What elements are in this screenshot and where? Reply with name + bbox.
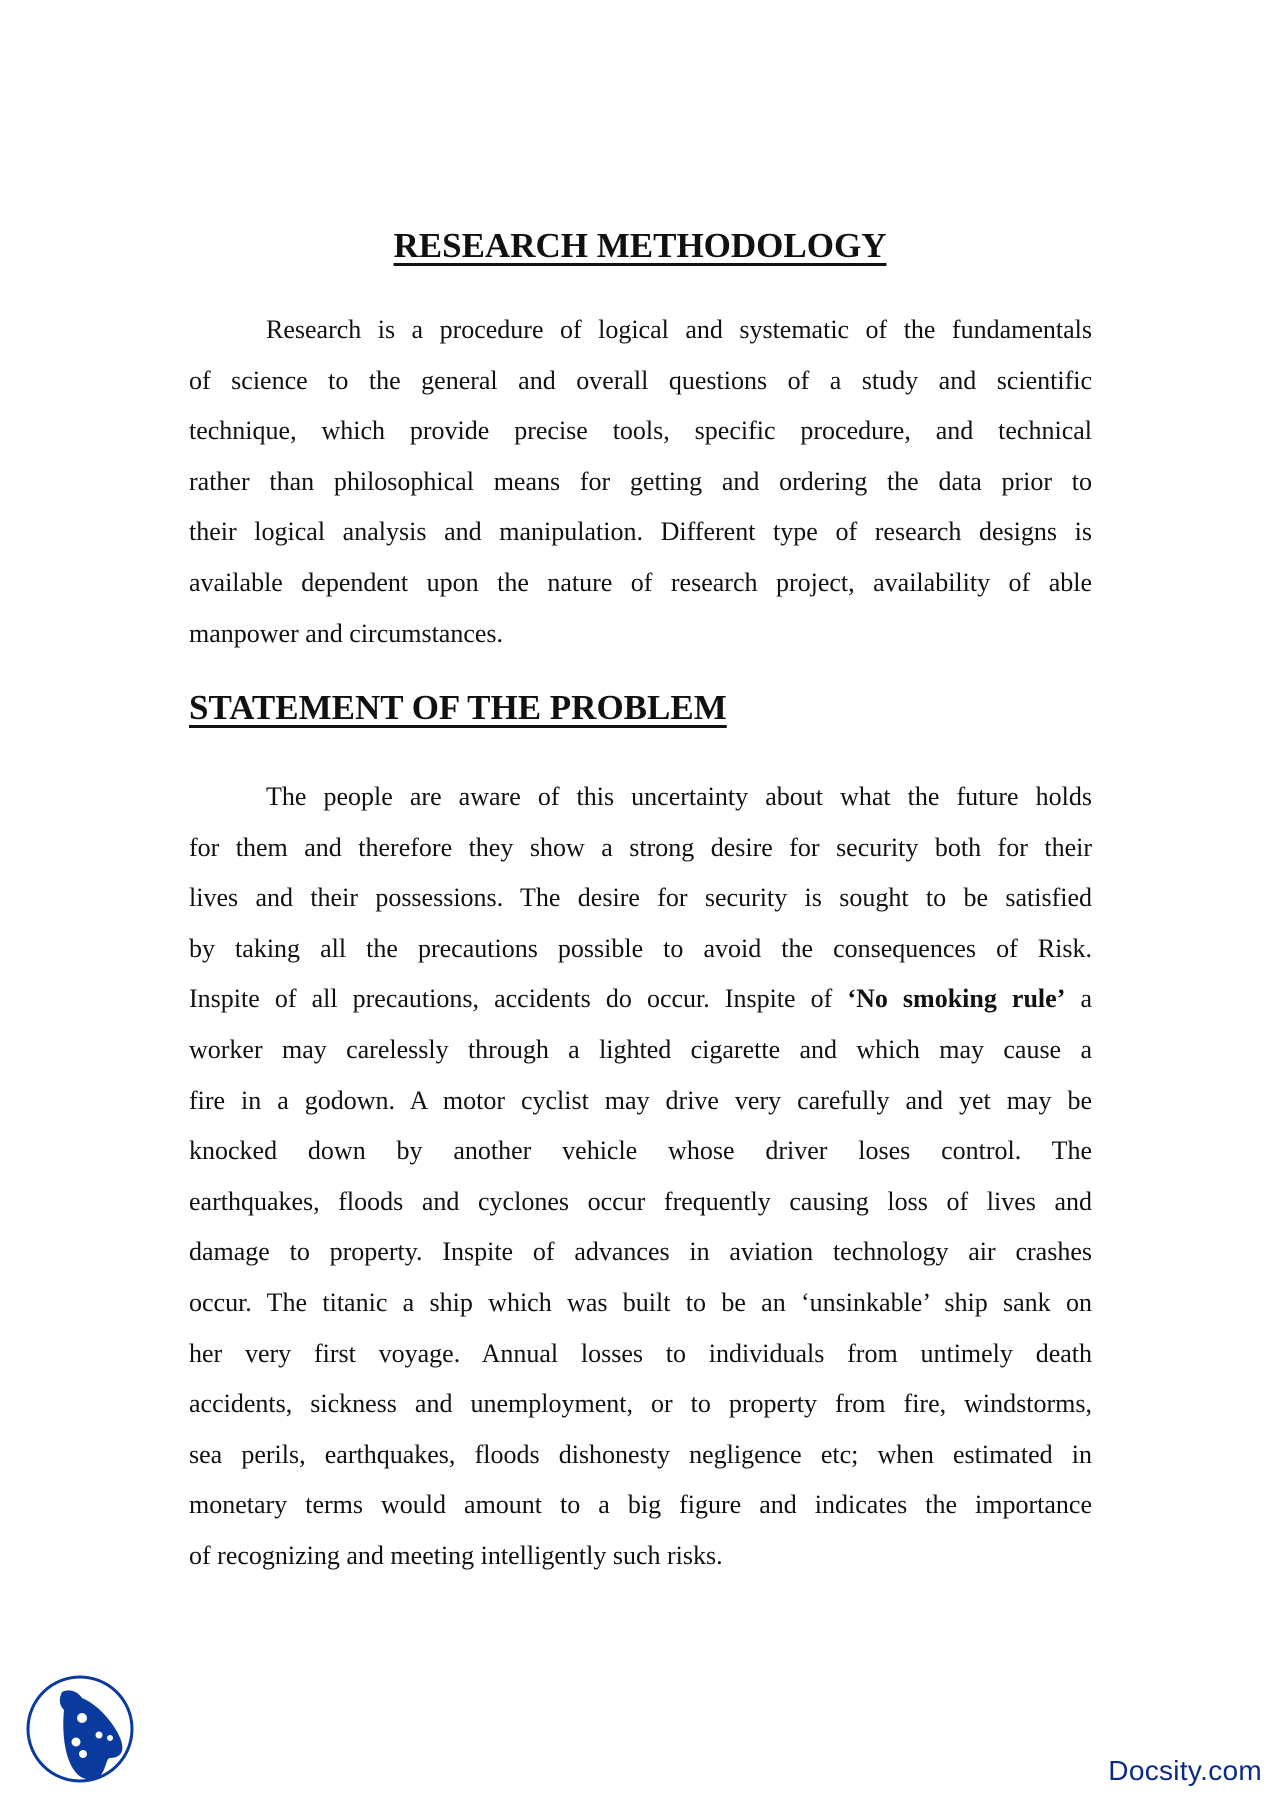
text-line: technique, which provide precise tools, specific procedure, and technical [189,416,1092,446]
text-line: her very first voyage. Annual losses to individuals from untimely death [189,1338,1092,1368]
text-line: monetary terms would amount to a big figure and indicates the importance [189,1490,1092,1520]
text-line: manpower and circumstances. [189,618,504,648]
text-line: available dependent upon the nature of research project, availability of able [189,567,1092,597]
text-line: fire in a godown. A motor cyclist may drive very carefully and yet may be [189,1085,1092,1115]
text-line: damage to property. Inspite of advances in aviation technology air crashes [189,1237,1092,1267]
text-line: by taking all the precautions possible to avoid the consequences of Risk. [189,933,1092,963]
text-line: their logical analysis and manipulation. Different type of research designs is [189,517,1092,547]
docsity-logo-icon[interactable] [20,1670,138,1788]
page-title-text: RESEARCH METHODOLOGY [393,226,887,265]
paragraph-statement [189,772,1092,1582]
text-line: of recognizing and meeting intelligently such risks. [189,1540,723,1570]
text-segment: a [1065,984,1092,1014]
docsity-logo-icon-graphic [20,1670,138,1788]
bold-phrase-no-smoking-rule: ‘No smoking rule’ [847,984,1066,1014]
text-line: occur. The titanic a ship which was built to be an ‘unsinkable’ ship sank on [189,1287,1092,1317]
text-line: of science to the general and overall questions of a study and scientific [189,365,1092,395]
text-line: knocked down by another vehicle whose driver loses control. The [189,1136,1092,1166]
text-line: worker may carelessly through a lighted cigarette and which may cause a [189,1034,1092,1064]
text-segment: Inspite of all precautions, accidents do occur. Inspite of [189,984,848,1014]
text-line-with-bold [189,974,1092,1025]
text-line: Research is a procedure of logical and systematic of the fundamentals [266,315,1092,344]
text-line: lives and their possessions. The desire for security is sought to be satisfied [189,883,1092,913]
paragraph-introduction [189,305,1092,659]
text-line: The people are aware of this uncertainty about what the future holds [266,782,1092,811]
section-heading-statement-of-problem: STATEMENT OF THE PROBLEM [189,688,727,727]
page-title [0,224,1280,268]
text-line: accidents, sickness and unemployment, or to property from fire, windstorms, [189,1389,1092,1419]
text-line: rather than philosophical means for getting and ordering the data prior to [189,466,1092,496]
docsity-brand-link[interactable]: Docsity.com [1108,1755,1262,1786]
text-line: earthquakes, floods and cyclones occur frequently causing loss of lives and [189,1186,1092,1216]
text-line: for them and therefore they show a strong desire for security both for their [189,832,1092,862]
text-line: sea perils, earthquakes, floods dishonesty negligence etc; when estimated in [189,1439,1092,1469]
